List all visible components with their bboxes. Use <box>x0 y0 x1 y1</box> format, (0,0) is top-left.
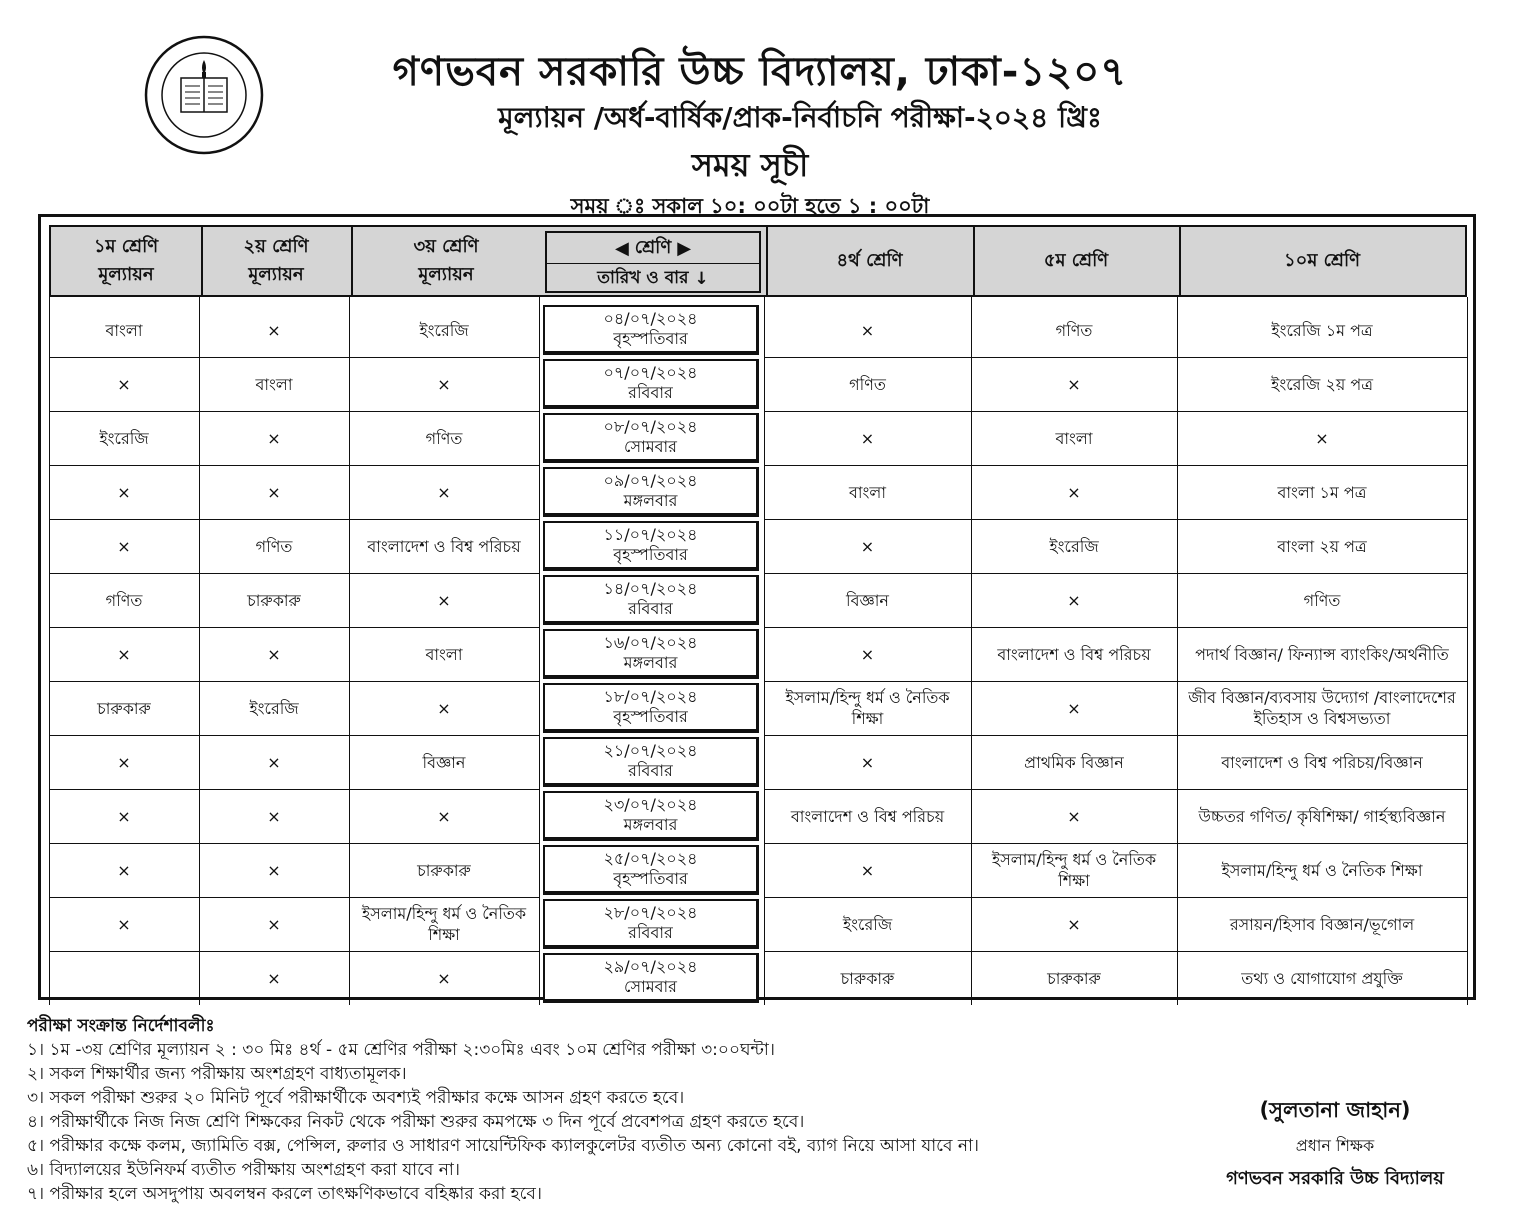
cell-c2: গণিত <box>255 536 293 556</box>
exam-date: ০৪/০৭/২০২৪ <box>603 309 698 328</box>
cell-c10: বাংলা ২য় পত্র <box>1277 536 1367 556</box>
cell-c4: × <box>860 320 875 340</box>
exam-day: মঙ্গলবার <box>623 491 678 510</box>
exam-day: রবিবার <box>628 923 673 942</box>
cell-c2: × <box>267 860 281 880</box>
cell-c5: × <box>1067 482 1081 502</box>
cell-c5: × <box>1067 806 1081 826</box>
cell-c3: চারুকারু <box>417 860 471 880</box>
instruction-item: ৪। পরীক্ষার্থীকে নিজ নিজ শ্রেণি শিক্ষকের নিকট থেকে পরীক্ষা শুরুর কমপক্ষে ৩ দিন পূর্বে প্রবেশপত্র গ্রহণ করতে হবে। <box>27 1112 805 1132</box>
cell-c2: চারুকারু <box>247 590 301 610</box>
date-cell <box>543 413 759 463</box>
date-cell <box>543 737 759 787</box>
instruction-item: ৬। বিদ্যালয়ের ইউনিফর্ম ব্যতীত পরীক্ষায় অংশগ্রহণ করা যাবে না। <box>27 1160 460 1180</box>
cell-c10: বাংলা ১ম পত্র <box>1277 482 1367 502</box>
exam-day: মঙ্গলবার <box>623 815 678 834</box>
table-row <box>49 573 1467 627</box>
table-row <box>49 627 1467 681</box>
instruction-item: ৫। পরীক্ষার কক্ষে কলম, জ্যামিতি বক্স, পেন্সিল, রুলার ও সাধারণ সায়েন্টিফিক ক্যালকুলেটর ব্যতীত অন্য কোনো বই, ব্যাগ নিয়ে আসা যাবে না। <box>27 1136 979 1156</box>
date-cell <box>543 359 759 409</box>
exam-day: সোমবার <box>624 977 677 996</box>
table-row <box>49 303 1467 357</box>
cell-c4: × <box>860 860 875 880</box>
exam-day: রবিবার <box>628 761 673 780</box>
table-row <box>49 519 1467 573</box>
arrow-right-icon: ▶ <box>677 237 692 259</box>
exam-day: সোমবার <box>624 437 677 456</box>
exam-date: ২৫/০৭/২০২৪ <box>603 849 698 868</box>
exam-date: ১৪/০৭/২০২৪ <box>603 579 698 598</box>
header-class-1: ১ম শ্রেণি মূল্যায়ন <box>93 236 159 285</box>
cell-c10: ইংরেজি ১ম পত্র <box>1271 320 1373 340</box>
arrow-left-icon: ◀ <box>614 237 629 259</box>
cell-c10: ইসলাম/হিন্দু ধর্ম ও নৈতিক শিক্ষা <box>1221 860 1423 880</box>
cell-c4: × <box>860 752 875 772</box>
cell-c3: বাংলাদেশ ও বিশ্ব পরিচয় <box>367 536 521 556</box>
cell-c5: × <box>1067 374 1081 394</box>
header-class-3: ৩য় শ্রেণি মূল্যায়ন <box>413 236 479 285</box>
cell-c5: বাংলাদেশ ও বিশ্ব পরিচয় <box>997 644 1151 664</box>
exam-date: ২৩/০৭/২০২৪ <box>603 795 698 814</box>
cell-c10: × <box>1315 428 1329 448</box>
cell-c3: × <box>437 482 451 502</box>
cell-c2: × <box>267 752 281 772</box>
instruction-item: ৭। পরীক্ষার হলে অসদুপায় অবলম্বন করলে তাৎক্ষণিকভাবে বহিষ্কার করা হবে। <box>27 1184 542 1204</box>
cell-c1: গণিত <box>105 590 143 610</box>
cell-c1: × <box>117 374 131 394</box>
instruction-item: ২। সকল শিক্ষার্থীর জন্য পরীক্ষায় অংশগ্রহণ বাধ্যতামূলক। <box>27 1064 407 1084</box>
exam-date: ১৬/০৭/২০২৪ <box>603 633 698 652</box>
instructions-list <box>27 1038 1157 1206</box>
cell-c5: ইসলাম/হিন্দু ধর্ম ও নৈতিক শিক্ষা <box>991 850 1157 890</box>
cell-c4: চারুকারু <box>840 968 895 988</box>
cell-c1 <box>49 951 199 1005</box>
header-class-10: ১০ম শ্রেণি <box>1283 250 1361 271</box>
table-row <box>49 789 1467 843</box>
cell-c2: × <box>267 644 281 664</box>
table-row <box>49 951 1467 1005</box>
table-header-row <box>49 225 1467 297</box>
school-seal-logo <box>143 34 265 156</box>
cell-c3: × <box>437 698 451 718</box>
instruction-item: ৩। সকল পরীক্ষা শুরুর ২০ মিনিট পূর্বে পরীক্ষার্থীকে অবশ্যই পরীক্ষার কক্ষে আসন গ্রহণ করতে হবে। <box>27 1088 685 1108</box>
cell-c2: × <box>267 806 281 826</box>
cell-c3: ইংরেজি <box>419 320 469 340</box>
cell-c10: তথ্য ও যোগাযোগ প্রযুক্তি <box>1241 968 1403 988</box>
date-cell <box>543 683 759 733</box>
cell-c1: × <box>117 536 131 556</box>
cell-c3: × <box>437 968 451 988</box>
exam-time: সময় ঃ সকাল ১০: ০০টা হতে ১ : ০০টা <box>570 194 930 218</box>
exam-day: বৃহস্পতিবার <box>613 329 688 348</box>
table-row <box>49 843 1467 897</box>
cell-c1: × <box>117 482 131 502</box>
cell-c4: বিজ্ঞান <box>846 590 889 610</box>
cell-c10: পদার্থ বিজ্ঞান/ ফিন্যান্স ব্যাংকিং/অর্থনীতি <box>1195 644 1449 664</box>
date-cell <box>543 845 759 895</box>
exam-date: ২১/০৭/২০২৪ <box>603 741 698 760</box>
cell-c3: বিজ্ঞান <box>422 752 466 772</box>
date-cell <box>543 953 759 1003</box>
instruction-item: ১। ১ম -৩য় শ্রেণির মূল্যায়ন ২ : ৩০ মিঃ ৪র্থ - ৫ম শ্রেণির পরীক্ষা ২:৩০মিঃ এবং ১০ম শ্রেণির পরীক্ষা ৩:০০ঘন্টা। <box>27 1040 775 1060</box>
cell-c3: × <box>437 806 451 826</box>
table-row <box>49 681 1467 735</box>
cell-c3: × <box>437 590 451 610</box>
cell-c5: × <box>1067 914 1081 934</box>
date-cell <box>543 791 759 841</box>
header-class-4: ৪র্থ শ্রেণি <box>836 250 903 271</box>
cell-c1: × <box>117 752 131 772</box>
exam-schedule-table <box>38 214 1476 1000</box>
cell-c5: × <box>1067 698 1081 718</box>
cell-c1: বাংলা <box>105 320 143 340</box>
exam-date: ২৮/০৭/২০২৪ <box>603 903 698 922</box>
document-heading: সময় সূচী <box>691 146 809 184</box>
cell-c2: বাংলা <box>255 374 293 394</box>
date-cell <box>543 305 759 355</box>
cell-c4: গণিত <box>849 374 886 394</box>
exam-day: রবিবার <box>628 599 673 618</box>
table-row <box>49 897 1467 951</box>
table-row <box>49 357 1467 411</box>
header-date-day: ◀ শ্রেণি ▶ তারিখ ও বার ↓ <box>545 231 761 293</box>
date-cell <box>543 899 759 949</box>
exam-day: বৃহস্পতিবার <box>613 707 688 726</box>
cell-c2: ইংরেজি <box>249 698 299 718</box>
exam-date: ২৯/০৭/২০২৪ <box>603 957 698 976</box>
cell-c2: × <box>267 320 281 340</box>
cell-c2: × <box>267 428 281 448</box>
arrow-down-icon: ↓ <box>694 269 709 289</box>
exam-day: বৃহস্পতিবার <box>613 869 688 888</box>
date-cell <box>543 521 759 571</box>
cell-c5: চারুকারু <box>1047 968 1101 988</box>
signature-block <box>1200 1094 1470 1195</box>
instructions-title: পরীক্ষা সংক্রান্ত নির্দেশাবলীঃ <box>27 1016 215 1036</box>
table-row <box>49 411 1467 465</box>
cell-c10: রসায়ন/হিসাব বিজ্ঞান/ভূগোল <box>1229 914 1415 934</box>
cell-c10: বাংলাদেশ ও বিশ্ব পরিচয়/বিজ্ঞান <box>1221 752 1423 772</box>
exam-date: ০৭/০৭/২০২৪ <box>603 363 698 382</box>
signatory-role: প্রধান শিক্ষক <box>1295 1136 1375 1155</box>
signatory-name: (সুলতানা জাহান) <box>1259 1098 1411 1122</box>
exam-day: মঙ্গলবার <box>623 653 678 672</box>
exam-date: ১৮/০৭/২০২৪ <box>603 687 698 706</box>
exam-title: মূল্যায়ন /অর্ধ-বার্ষিক/প্রাক-নির্বাচনি পরীক্ষা-২০২৪ খ্রিঃ <box>498 101 1102 134</box>
cell-c10: গণিত <box>1303 590 1341 610</box>
cell-c1: × <box>117 806 131 826</box>
cell-c2: × <box>267 968 281 988</box>
instructions-section <box>27 1014 1157 1206</box>
cell-c4: × <box>860 644 875 664</box>
table-row <box>49 465 1467 519</box>
exam-date: ০৮/০৭/২০২৪ <box>603 417 698 436</box>
cell-c10: ইংরেজি ২য় পত্র <box>1271 374 1373 394</box>
cell-c1: × <box>117 644 131 664</box>
cell-c10: জীব বিজ্ঞান/ব্যবসায় উদ্যোগ /বাংলাদেশের ইতিহাস ও বিশ্বসভ্যতা <box>1188 688 1456 728</box>
cell-c1: চারুকারু <box>97 698 151 718</box>
date-cell <box>543 467 759 517</box>
cell-c4: × <box>860 536 875 556</box>
cell-c10: উচ্চতর গণিত/ কৃষিশিক্ষা/ গার্হস্থ্যবিজ্ঞান <box>1198 806 1446 826</box>
cell-c4: বাংলা <box>849 482 886 502</box>
school-title: গণভবন সরকারি উচ্চ বিদ্যালয়, ঢাকা-১২০৭ <box>392 49 1128 95</box>
cell-c4: ইসলাম/হিন্দু ধর্ম ও নৈতিক শিক্ষা <box>785 688 950 728</box>
cell-c5: গণিত <box>1055 320 1093 340</box>
signatory-school: গণভবন সরকারি উচ্চ বিদ্যালয় <box>1226 1168 1444 1189</box>
cell-c3: ইসলাম/হিন্দু ধর্ম ও নৈতিক শিক্ষা <box>361 904 527 944</box>
table-row <box>49 735 1467 789</box>
cell-c3: বাংলা <box>425 644 463 664</box>
cell-c2: × <box>267 914 281 934</box>
cell-c4: ইংরেজি <box>842 914 893 934</box>
exam-date: ০৯/০৭/২০২৪ <box>603 471 698 490</box>
cell-c4: বাংলাদেশ ও বিশ্ব পরিচয় <box>790 806 945 826</box>
date-cell <box>543 575 759 625</box>
exam-date: ১১/০৭/২০২৪ <box>603 525 698 544</box>
cell-c3: × <box>437 374 451 394</box>
cell-c3: গণিত <box>425 428 463 448</box>
cell-c1: × <box>117 860 131 880</box>
cell-c1: × <box>117 914 131 934</box>
exam-day: বৃহস্পতিবার <box>613 545 688 564</box>
header-class-2: ২য় শ্রেণি মূল্যায়ন <box>243 236 309 285</box>
cell-c5: বাংলা <box>1055 428 1093 448</box>
cell-c2: × <box>267 482 281 502</box>
date-cell <box>543 629 759 679</box>
cell-c5: প্রাথমিক বিজ্ঞান <box>1024 752 1124 772</box>
cell-c4: × <box>860 428 875 448</box>
cell-c5: × <box>1067 590 1081 610</box>
cell-c5: ইংরেজি <box>1049 536 1099 556</box>
exam-day: রবিবার <box>628 383 673 402</box>
header-class-5: ৫ম শ্রেণি <box>1043 250 1109 271</box>
cell-c1: ইংরেজি <box>99 428 149 448</box>
